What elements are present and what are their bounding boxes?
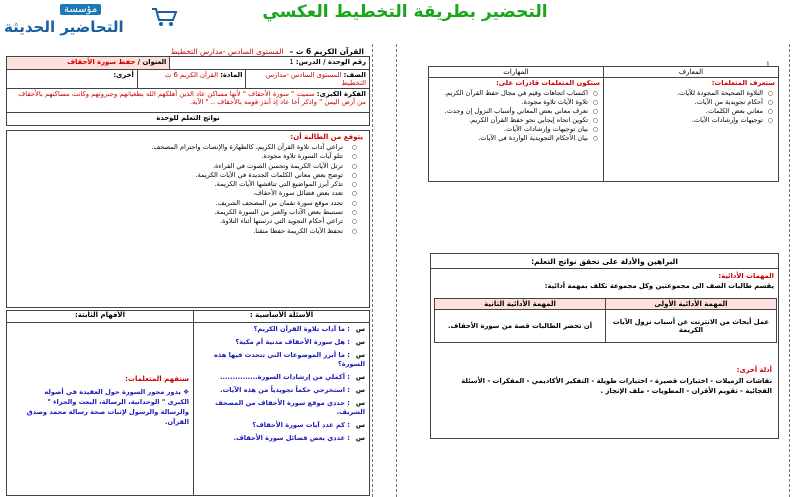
questions-heading: الأسئلة الأساسية : bbox=[194, 311, 369, 323]
questions-list bbox=[194, 323, 369, 449]
outcomes-title: يتوقع من الطالبة أن: bbox=[290, 133, 363, 141]
page-edge-left-2 bbox=[396, 44, 397, 497]
question-item bbox=[198, 434, 365, 443]
cart-icon bbox=[150, 6, 178, 28]
other-evidence-title: أدلة أخرى: bbox=[736, 366, 772, 374]
logo bbox=[2, 2, 182, 40]
understandings-column bbox=[7, 311, 193, 495]
subject-value: القرآن الكريم 6 ث bbox=[164, 71, 219, 79]
understand-text: ❖ يدور محور السورة حول العقيدة في أصوله الكبرى " الوحدانية، الرسالة، البعث والجزاء " والرسالة والرسول لإثبات صحة رسالة محمد وصدق القرآن. bbox=[26, 388, 189, 426]
list-item: ○ تذكر أبرز المواضيع التي تناقشها الآيات الكريمة. bbox=[13, 180, 363, 189]
big-idea-label: الفكرة الكبرى: bbox=[316, 90, 366, 98]
question-marker: س bbox=[355, 399, 365, 407]
question-item bbox=[198, 351, 365, 369]
question-marker: س bbox=[355, 434, 365, 442]
subject-label: المادة: bbox=[220, 71, 243, 79]
list-item: ○ تستنبط بعض الآداب والعبر من السورة الكريمة. bbox=[13, 208, 363, 217]
tasks-title: المهمات الأدائية: bbox=[718, 272, 774, 280]
other-label: أخرى: bbox=[113, 71, 134, 79]
question-item bbox=[198, 373, 365, 382]
unit-label: رقم الوحدة / الدرس: bbox=[295, 58, 366, 66]
list-item: ○ تحدد موقع سورة نقمان من المصحف الشريف. bbox=[13, 199, 363, 208]
question-marker: س bbox=[355, 386, 365, 394]
task2-text: أن تحضر الطالبات قصة من سورة الأحقاف. bbox=[435, 310, 606, 343]
skills-heading: المهارات bbox=[429, 67, 604, 78]
skills-list bbox=[432, 89, 600, 143]
skills-cell bbox=[429, 78, 604, 182]
big-idea-cell bbox=[7, 89, 370, 113]
logo-top-text: مؤسسة bbox=[60, 4, 101, 15]
skills-title: ستكون المتعلمات قادرات على: bbox=[496, 79, 600, 87]
left-page-title bbox=[9, 47, 364, 56]
list-item: ○ التلاوة الصحيحة المجودة للآيات. bbox=[607, 89, 775, 98]
title-value: حفظ سورة الأحقاف bbox=[67, 58, 136, 66]
task2-heading: المهمة الأدائية الثانية bbox=[435, 299, 606, 310]
other-cell bbox=[7, 70, 137, 88]
page-edge-right bbox=[372, 44, 373, 497]
list-item: ○ بيان توجيهات وإرشادات الآيات. bbox=[432, 125, 600, 134]
question-text: : عددي بعض فضائل سورة الأحقاف. bbox=[233, 434, 350, 442]
list-item: ○ تلاوة الآيات تلاوة مجودة. bbox=[432, 98, 600, 107]
question-marker: س bbox=[355, 373, 365, 381]
list-item: ○ معاني بعض الكلمات. bbox=[607, 107, 775, 116]
title-label: العنوان / bbox=[137, 58, 167, 66]
other-evidence-text: نقاشات الزميلات - اختبارات قصيرة - اختبارات طويلة - التفكير الأكاديمي - المفكرات - الأسئلة الفجائية - تقويم الأقران - المطويات - ملف الإنجاز . bbox=[461, 377, 772, 395]
list-item: ○ تتلو آيات السورة تلاوة مجودة. bbox=[13, 152, 363, 161]
knowledge-list bbox=[607, 89, 775, 125]
unit-value: 1 bbox=[289, 58, 294, 66]
question-item bbox=[198, 421, 365, 430]
question-text: : استخرجي حكماً تجويدياً من هذه الآيات. bbox=[220, 386, 350, 394]
question-text: : حددي موقع سورة الأحقاف من المصحف الشريف. bbox=[215, 399, 365, 416]
page-edge-right-2 bbox=[789, 44, 790, 497]
list-item: ○ تراعي آداب تلاوة القرآن الكريم، كالطهارة والإنصات واحترام المصحف. bbox=[13, 143, 363, 152]
class-value: المستوى السادس -مدارس التخطيط bbox=[265, 71, 366, 87]
question-item bbox=[198, 399, 365, 417]
outcomes-box bbox=[6, 130, 370, 308]
lesson-info-table bbox=[6, 56, 370, 126]
list-item: ○ تعدد بعض فضائل سورة الأحقاف. bbox=[13, 189, 363, 198]
list-item: ○ توجيهات وإرشادات الآيات. bbox=[607, 116, 775, 125]
understandings-heading: الأفهام الثابتة: bbox=[7, 311, 193, 323]
task1-text: عمل أبحاث من الانترنت عن أسباب نزول الآيات الكريمة bbox=[606, 310, 777, 343]
list-item: ○ تعرف معاني بعض المعاني وأسباب النزول إن وجدت. bbox=[432, 107, 600, 116]
question-marker: س bbox=[355, 338, 365, 346]
question-text: : أكملي من إرشادات السورة............... bbox=[220, 373, 350, 381]
class-label: الصف: bbox=[343, 71, 366, 79]
subject-cell bbox=[137, 70, 246, 88]
question-marker: س bbox=[355, 351, 365, 359]
list-item: ○ تراعي أحكام التجويد التي درستها أثناء التلاوة. bbox=[13, 217, 363, 226]
task1-heading: المهمة الأدائية الأولى bbox=[606, 299, 777, 310]
title-cell bbox=[7, 57, 170, 70]
question-marker: س bbox=[355, 325, 365, 333]
skills-knowledge-table bbox=[428, 66, 779, 182]
question-text: : ما أبرز الموضوعات التي تتحدث فيها هذه السورة؟ bbox=[214, 351, 365, 368]
evidence-heading: البراهين والأدلة على تحقق نواتج التعلم: bbox=[431, 254, 778, 269]
list-item: ○ ترتل الآيات الكريمة وتحسن الصوت في القراءة. bbox=[13, 162, 363, 171]
knowledge-title: ستعرف المتعلمات: bbox=[711, 79, 775, 87]
question-item bbox=[198, 338, 365, 347]
question-marker: س bbox=[355, 421, 365, 429]
big-idea-text: سميت " سورة الأحقاف " لأنها مساكن عاد الذين أهلكهم الله بطغيانهم وجبروتهم وكانت مساكنهم بالأحقاف من أرض اليمن " واذكر أخا عاد إذ أنذر قومه بالأحقاف .. " الآية. bbox=[18, 90, 366, 106]
left-page bbox=[4, 44, 372, 497]
list-item: ○ بيان الأحكام التجويدية الواردة في الآيات. bbox=[432, 134, 600, 143]
list-item: ○ أحكام تجويدية من الآيات. bbox=[607, 98, 775, 107]
questions-column bbox=[193, 311, 369, 495]
question-text: : ما آداب تلاوة القرآن الكريم؟ bbox=[253, 325, 350, 333]
title-sub: المستوى السادس -مدارس التخطيط bbox=[170, 47, 284, 56]
outcomes-list bbox=[13, 143, 363, 236]
question-text: : هل سورة الأحقاف مدنية أم مكية؟ bbox=[235, 338, 350, 346]
knowledge-cell bbox=[604, 78, 779, 182]
unit-cell bbox=[170, 57, 370, 70]
question-text: : كم عدد آيات سورة الأحقاف؟ bbox=[252, 421, 350, 429]
list-item: ○ توضح بعض معاني الكلمات الجديدة في الآيات الكريمة. bbox=[13, 171, 363, 180]
outcomes-heading: نواتج التعلم للوحدة bbox=[7, 113, 370, 126]
class-cell bbox=[246, 70, 369, 88]
list-item: ○ تحفظ الآيات الكريمة حفظا متقنا. bbox=[13, 227, 363, 236]
other-evidence bbox=[436, 366, 772, 396]
understand-title: ستفهم المتعلمات: bbox=[125, 375, 189, 383]
tasks-intro: يقسم طالبات الصف الى مجموعتين وكل مجموعة تكلف بمهمة أدائية: bbox=[544, 282, 774, 290]
list-item: ○ اكتساب اتجاهات وقيم في مجال حفظ القرآن الكريم. bbox=[432, 89, 600, 98]
tasks-table bbox=[434, 298, 777, 343]
question-item bbox=[198, 386, 365, 395]
evidence-box bbox=[430, 253, 779, 439]
class-row bbox=[7, 70, 370, 89]
page-title: التحضير بطريقة التخطيط العكسي bbox=[262, 2, 548, 22]
logo-main-text: التحاضير الحديثة bbox=[4, 18, 124, 36]
question-item bbox=[198, 325, 365, 334]
list-item: ○ تكوين اتجاه إيجابي نحو حفظ القرآن الكريم. bbox=[432, 116, 600, 125]
questions-understandings bbox=[6, 310, 370, 496]
knowledge-heading: المعارف bbox=[604, 67, 779, 78]
title-main: القرآن الكريم 6 ث – bbox=[289, 47, 364, 56]
